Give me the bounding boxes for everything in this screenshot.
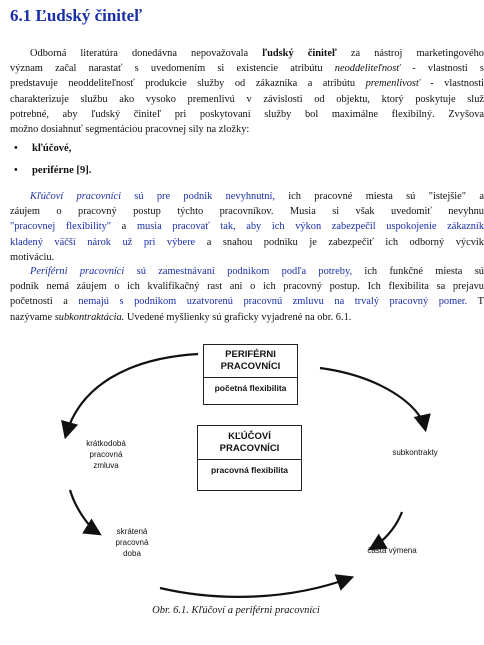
text-run: kladený väčší nárok už pri výbere <box>10 236 196 248</box>
text-run: sú zamestnávaní podnikom podľa potreby, <box>124 266 353 277</box>
text-line <box>10 61 484 76</box>
peripheral-title-2: PRACOVNÍCI <box>220 361 281 372</box>
text-run: - vlastnosti <box>419 78 484 90</box>
text-line <box>10 279 484 294</box>
bullet-key-text: kľúčové, <box>32 143 72 154</box>
workers-diagram <box>0 330 472 630</box>
text-run: ich pracovné miesta sú "istejšie" a <box>274 191 484 202</box>
intro-paragraph <box>10 46 484 137</box>
arrow-top-right <box>320 368 425 428</box>
label-subcontracts: subkontrakty <box>392 448 438 457</box>
text-run: a snahou podniku je zabezpečiť ich odborný výcvik <box>195 236 484 248</box>
text-run: podnik nemá záujem o ich kvalifikačný rast ani o ich pracovný postup. Ich flexibilita sa prejavu <box>10 281 484 293</box>
core-title-1: KĽÚČOVÍ <box>228 431 271 442</box>
text-line <box>10 76 484 91</box>
text-run: záujem o pracovný postup týchto pracovníkov. Musia si však uvedomiť nevyhnu <box>10 206 484 218</box>
text-run: nazývame <box>10 311 55 323</box>
text-line <box>10 189 484 204</box>
bullet-peripheral-text: periférne [9]. <box>32 165 92 176</box>
label-turnover: častá výmena <box>367 546 417 555</box>
arrow-right-bottom <box>372 512 402 548</box>
text-run: význam začal narastať s uvedomením si existencie atribútu <box>10 63 335 75</box>
text-line <box>10 122 484 137</box>
text-run: musia pracovať tak, aby ich výkon zabezpečil uspokojenie zákazník <box>136 221 484 233</box>
bullet-key <box>14 143 71 154</box>
core-workers-paragraph <box>10 189 484 265</box>
section-heading: 6.1 Ľudský činiteľ <box>10 6 143 25</box>
text-run: predstavuje neoddeliteľnosť produkcie služby od zákazníka a atribútu <box>10 78 366 90</box>
text-run: Periférni pracovníci <box>30 266 125 277</box>
bullet-dot: • <box>14 165 18 176</box>
text-run: ich funkčné miesta sú <box>352 266 484 277</box>
peripheral-workers-box <box>203 344 298 405</box>
peripheral-sub: početná flexibilita <box>214 383 287 393</box>
text-line <box>10 235 484 250</box>
text-line <box>10 310 484 325</box>
text-run: Uvedené myšlienky sú graficky vyjadrené na obr. 6.1. <box>124 311 352 323</box>
text-run: premenlivosť <box>365 78 420 90</box>
core-sub: pracovná flexibilita <box>211 465 288 475</box>
figure-caption: Obr. 6.1. Kľúčoví a periférni pracovníci <box>152 605 320 616</box>
peripheral-title-1: PERIFÉRNI <box>225 349 276 360</box>
text-run: možno dosiahnuť segmentáciou pracovnej sily na zložky: <box>10 124 250 136</box>
bullet-dot: • <box>14 143 18 154</box>
peripheral-workers-paragraph <box>10 264 484 325</box>
core-workers-box <box>197 425 302 491</box>
text-run: a <box>111 221 137 233</box>
text-line <box>10 46 484 61</box>
text-line <box>10 250 484 265</box>
text-run: Odborná literatúra donedávna nepovažovala <box>30 48 263 59</box>
core-title-2: PRACOVNÍCI <box>219 443 280 454</box>
text-run: Kľúčoví pracovníci <box>30 191 121 202</box>
text-run: početnosti a <box>10 296 79 308</box>
text-run: neoddeliteľnosť <box>334 63 401 75</box>
text-line <box>10 219 484 234</box>
text-run: nemajú s podnikom uzatvorenú pracovnú zmluvu na trvalý pracovný pomer. <box>78 296 468 308</box>
arrow-bottom <box>160 578 350 597</box>
text-line <box>10 92 484 107</box>
text-run: subkontraktácia. <box>54 311 125 323</box>
label-short-time: skrátená pracovná doba <box>115 527 149 558</box>
arrow-top-left <box>66 354 198 435</box>
text-run: T <box>467 296 484 308</box>
text-run: potrebné, aby ľudský činiteľ pri poskytovaní služby bol maximálne flexibilný. Zvyšova <box>10 108 484 120</box>
text-line <box>10 204 484 219</box>
text-line <box>10 264 484 279</box>
text-run: motiváciu. <box>10 251 55 263</box>
text-run: "pracovnej flexibility" <box>10 221 112 233</box>
text-line <box>10 107 484 122</box>
text-run: ľudský činiteľ <box>262 48 337 59</box>
bullet-peripheral <box>14 165 91 176</box>
text-run: za nástroj marketingového <box>336 48 484 59</box>
text-run: charakterizuje službu ako vysoko premenlivú v závislosti od objektu, ktorý poskytuje služ <box>10 93 484 105</box>
text-line <box>10 294 484 309</box>
label-short-contract: krátkodobá pracovná zmluva <box>86 439 126 470</box>
text-run: sú pre podnik nevyhnutní, <box>120 191 275 202</box>
text-run: - vlastnosti s <box>400 63 484 75</box>
